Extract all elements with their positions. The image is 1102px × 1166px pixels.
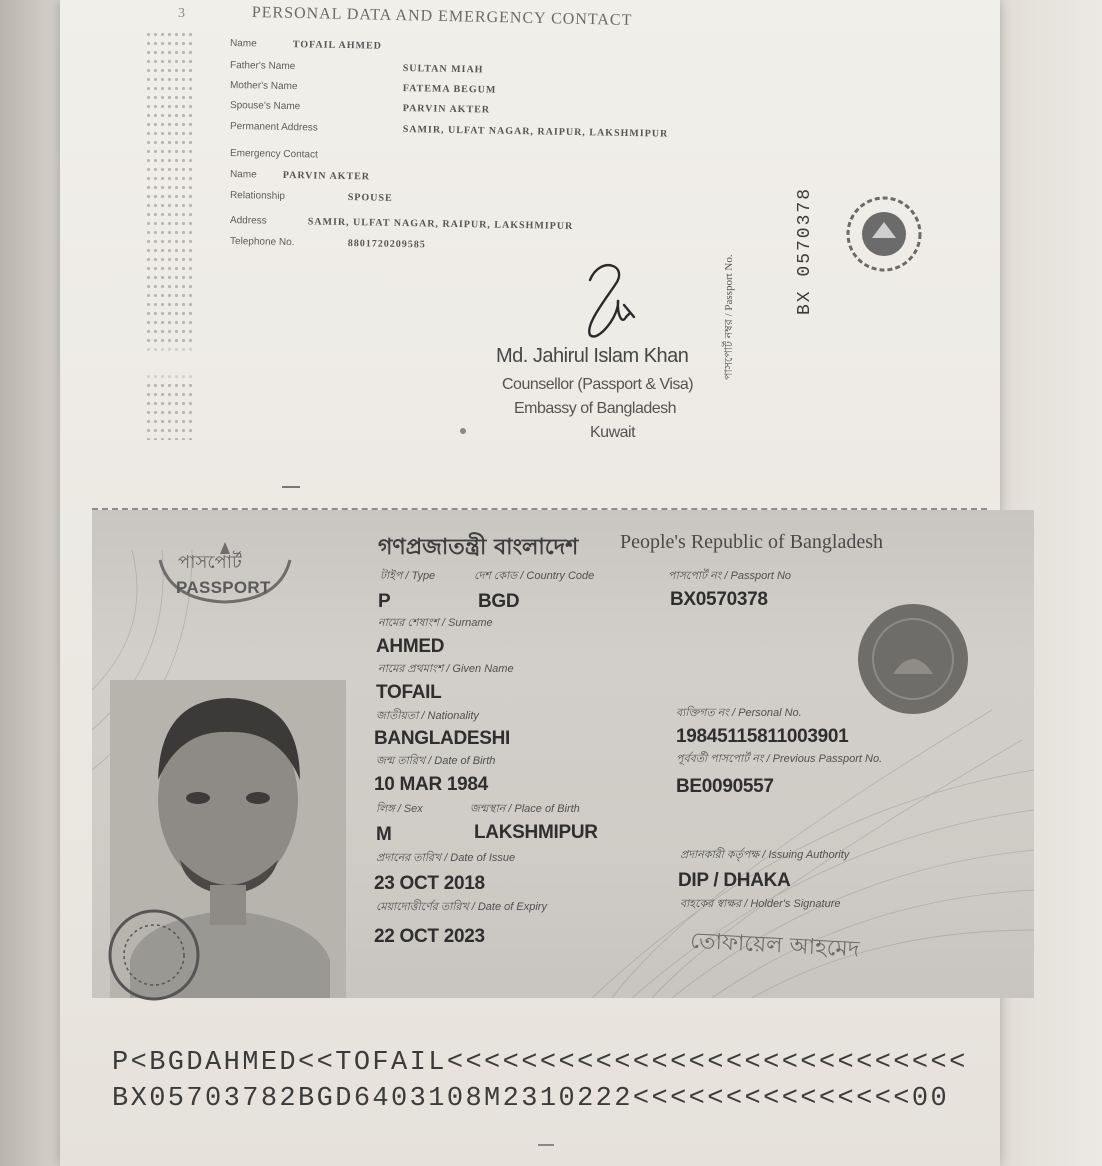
ec-address-value: SAMIR, ULFAT NAGAR, RAIPUR, LAKSHMIPUR [307, 216, 574, 232]
ec-address-label: Address [229, 215, 267, 227]
passport-no-label: পাসপোর্ট নং / Passport No [668, 570, 792, 582]
vertical-passport-label: পাসপোর্ট নম্বর / Passport No. [723, 254, 735, 380]
country-code-value: BGD [478, 591, 520, 612]
permanent-address-value: SAMIR, ULFAT NAGAR, RAIPUR, LAKSHMIPUR [402, 124, 669, 140]
mrz-line-2: BX05703782BGD6403108M2310222<<<<<<<<<<<<<<<00 [112, 1084, 950, 1114]
pob-label: জন্মস্থান / Place of Birth [470, 803, 580, 815]
type-label: টাইপ / Type [380, 570, 436, 582]
expiry-date-label: মেয়াদোত্তীর্ণের তারিখ / Date of Expiry [376, 901, 547, 913]
stray-dash-bottom [538, 1144, 554, 1146]
prev-passport-value: BE0090557 [676, 776, 774, 797]
telephone-value: 8801720209585 [347, 238, 426, 251]
nationality-label: জাতীয়তা / Nationality [376, 710, 479, 722]
stray-mark [460, 428, 466, 434]
issuing-authority-value: DIP / DHAKA [678, 870, 791, 891]
embassy-seal-icon [842, 192, 926, 276]
passport-badge-bengali: পাসপোর্ট [178, 552, 242, 573]
page-title: PERSONAL DATA AND EMERGENCY CONTACT [251, 4, 633, 29]
country-code-label: দেশ কোড / Country Code [474, 570, 595, 582]
name-label: Name [229, 38, 257, 50]
passport-badge-text: PASSPORT [176, 578, 271, 597]
issue-date-value: 23 OCT 2018 [374, 873, 485, 894]
spouse-label: Spouse's Name [229, 100, 301, 113]
relationship-label: Relationship [229, 190, 286, 202]
given-name-label: নামের প্রথমাংশ / Given Name [378, 663, 514, 675]
holder-signature-label: বাহকের স্বাক্ষর / Holder's Signature [680, 898, 841, 910]
signatory-city: Kuwait [590, 424, 636, 441]
stray-dash [282, 486, 300, 488]
personal-no-label: ব্যক্তিগত নং / Personal No. [676, 707, 802, 719]
holder-signature: তোফায়েল আহমেদ [689, 928, 860, 963]
pob-value: LAKSHMIPUR [474, 822, 598, 843]
counsellor-signature [560, 255, 650, 345]
telephone-label: Telephone No. [229, 236, 295, 249]
country-name-english: People's Republic of Bangladesh [620, 531, 883, 553]
father-label: Father's Name [229, 60, 296, 73]
prev-passport-label: পূর্ববর্তী পাসপোর্ট নং / Previous Passport No. [676, 753, 883, 765]
perforated-passport-number [145, 30, 195, 440]
mother-label: Mother's Name [229, 80, 298, 93]
hologram-seal-icon [858, 604, 968, 714]
dob-value: 10 MAR 1984 [374, 774, 488, 795]
ec-name-value: PARVIN AKTER [282, 169, 371, 183]
surname-value: AHMED [376, 636, 445, 657]
signatory-title: Counsellor (Passport & Visa) [502, 376, 694, 393]
issue-date-label: প্রদানের তারিখ / Date of Issue [376, 852, 516, 864]
passport-no-value: BX0570378 [670, 589, 768, 610]
issuing-authority-label: প্রদানকারী কর্তৃপক্ষ / Issuing Authority [680, 849, 850, 861]
expiry-date-value: 22 OCT 2023 [374, 926, 485, 947]
photo-stamp-icon [104, 900, 204, 1010]
vertical-passport-value: BX 0570378 [795, 186, 815, 315]
emergency-contact-title: Emergency Contact [229, 148, 318, 161]
dob-label: জন্ম তারিখ / Date of Birth [376, 755, 496, 767]
given-name-value: TOFAIL [376, 682, 442, 703]
relationship-value: SPOUSE [347, 192, 393, 204]
sex-label: লিঙ্গ / Sex [376, 803, 423, 815]
sex-value: M [376, 824, 392, 845]
signatory-name: Md. Jahirul Islam Khan [496, 345, 689, 367]
mother-value: FATEMA BEGUM [402, 83, 497, 96]
name-value: TOFAIL AHMED [292, 39, 383, 52]
mrz-line-1: P<BGDAHMED<<TOFAIL<<<<<<<<<<<<<<<<<<<<<<<<<<<< [112, 1048, 968, 1078]
background-left-shadow [0, 0, 62, 1166]
surname-label: নামের শেষাংশ / Surname [378, 617, 493, 629]
permanent-address-label: Permanent Address [229, 121, 318, 134]
type-value: P [378, 591, 391, 612]
signatory-embassy: Embassy of Bangladesh [514, 400, 677, 417]
spouse-value: PARVIN AKTER [402, 103, 491, 116]
ec-name-label: Name [229, 169, 257, 181]
country-name-bengali: গণপ্রজাতন্ত্রী বাংলাদেশ [378, 535, 579, 560]
father-value: SULTAN MIAH [402, 63, 484, 76]
nationality-value: BANGLADESHI [374, 728, 511, 749]
personal-no-value: 19845115811003901 [676, 726, 849, 747]
page-number: 3 [178, 6, 185, 21]
